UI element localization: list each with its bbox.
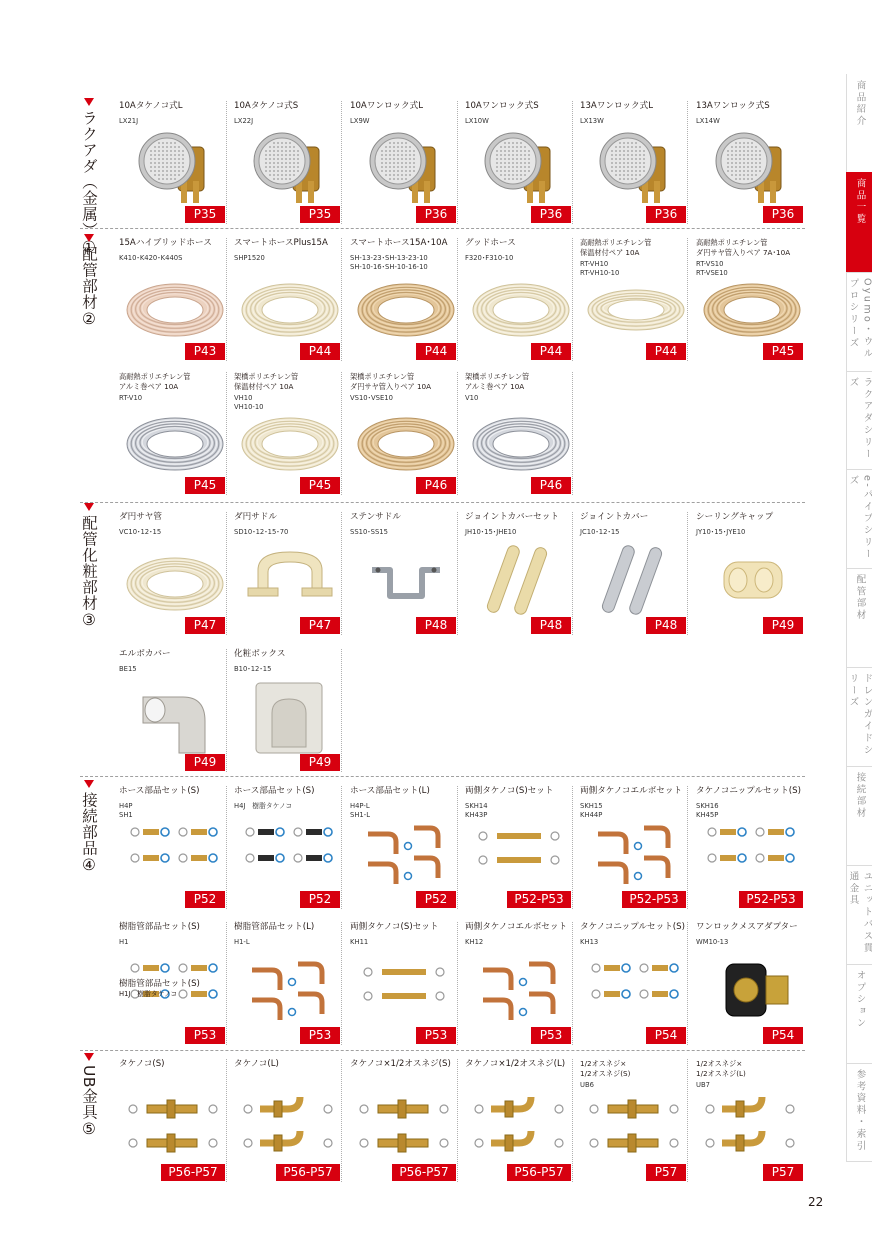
section-marker-icon [84, 98, 94, 106]
section-rakuada-metal [80, 98, 98, 257]
page-reference-badge[interactable]: P43 [185, 343, 225, 360]
product-image [123, 677, 227, 757]
section-piping-materials [80, 234, 98, 329]
section-piping-cosmetic [80, 503, 98, 630]
product-card [696, 512, 804, 635]
product-image [584, 1087, 688, 1167]
product-card [234, 372, 342, 495]
product-image [584, 814, 688, 894]
product-card [580, 101, 688, 224]
product-title: 架橋ポリエチレン管 保温材付ペア 10A [234, 372, 299, 391]
product-title: 13Aワンロック式L [580, 101, 653, 111]
page-reference-badge[interactable]: P36 [531, 206, 571, 223]
product-code: H4P-L SH1-L [350, 802, 370, 819]
product-title: 1/2オスネジ× 1/2オスネジ(L) [696, 1059, 746, 1078]
product-image [700, 1087, 804, 1167]
product-title: ワンロックメスアダプター [696, 922, 798, 932]
product-code: UB6 [580, 1081, 594, 1089]
section-connection-parts [80, 780, 98, 875]
product-card [580, 512, 688, 635]
product-card [119, 512, 227, 635]
sidebar-tab-label: 商品一覧 [854, 178, 866, 226]
product-code: KH12 [465, 938, 484, 946]
product-card [350, 238, 458, 361]
product-title: 13Aワンロック式S [696, 101, 770, 111]
page-reference-badge[interactable]: P54 [646, 1027, 686, 1044]
product-title: 化粧ボックス [234, 649, 286, 659]
sidebar-tab-label: オプション [854, 970, 866, 1030]
product-title-secondary: 樹脂管部品セット(S) [119, 979, 200, 989]
page-reference-badge[interactable]: P54 [763, 1027, 803, 1044]
product-image [700, 266, 804, 346]
product-code: BE15 [119, 665, 137, 673]
page-reference-badge[interactable]: P48 [416, 617, 456, 634]
product-image [238, 540, 342, 620]
page-reference-badge[interactable]: P52-P53 [622, 891, 686, 908]
product-card [465, 922, 573, 1045]
product-code: LX21J [119, 117, 139, 125]
product-image [354, 1087, 458, 1167]
sidebar-tab-label: ラクアダシリーズ [847, 377, 872, 461]
page-reference-badge[interactable]: P52-P53 [739, 891, 803, 908]
page-reference-badge[interactable]: P48 [646, 617, 686, 634]
page-reference-badge[interactable]: P57 [646, 1164, 686, 1181]
product-title: タケノコ×1/2オスネジ(S) [350, 1059, 451, 1069]
page-reference-badge[interactable]: P53 [531, 1027, 571, 1044]
product-code: VS10･VSE10 [350, 394, 393, 402]
product-title: 架橋ポリエチレン管 ダ円サヤ管入りペア 10A [350, 372, 432, 391]
section-divider [80, 228, 805, 229]
product-card [465, 238, 573, 361]
product-image [469, 814, 573, 894]
product-card [234, 238, 342, 361]
product-code: F320･F310-10 [465, 254, 514, 262]
product-card [350, 1059, 458, 1182]
product-image [354, 950, 458, 1030]
sidebar-tab[interactable] [846, 172, 872, 272]
product-card [234, 786, 342, 909]
product-code: KH13 [580, 938, 599, 946]
product-image [700, 814, 804, 894]
product-image [238, 266, 342, 346]
product-code: K410･K420･K440S [119, 254, 183, 262]
product-title: 10Aワンロック式S [465, 101, 539, 111]
product-image [700, 950, 804, 1030]
section-divider [80, 776, 805, 777]
product-image [123, 1087, 227, 1167]
product-code: SKH14 KH43P [465, 802, 488, 819]
product-title: 樹脂管部品セット(L) [234, 922, 315, 932]
product-image [469, 129, 573, 209]
product-card [234, 922, 342, 1045]
product-image [354, 400, 458, 480]
product-title: 高耐熱ポリエチレン管 アルミ巻ペア 10A [119, 372, 191, 391]
product-code: SKH15 KH44P [580, 802, 603, 819]
page-reference-badge[interactable]: P53 [185, 1027, 225, 1044]
product-image [354, 540, 458, 620]
section-divider [80, 1050, 805, 1051]
product-code: LX9W [350, 117, 370, 125]
product-card [696, 238, 804, 361]
product-card [350, 101, 458, 224]
product-title: タケノコ(L) [234, 1059, 279, 1069]
product-card [350, 922, 458, 1045]
product-card [696, 922, 804, 1045]
product-card [465, 1059, 573, 1182]
page-reference-badge[interactable]: P36 [763, 206, 803, 223]
product-image [123, 129, 227, 209]
product-card [465, 372, 573, 495]
product-title: タケノコニップルセット(S) [580, 922, 685, 932]
product-card [350, 372, 458, 495]
product-card [465, 786, 573, 909]
page-reference-badge[interactable]: P56-P57 [161, 1164, 225, 1181]
page-reference-badge[interactable]: P44 [416, 343, 456, 360]
product-image [238, 400, 342, 480]
product-title: グッドホース [465, 238, 516, 248]
product-title: 両側タケノコエルボセット [580, 786, 683, 796]
page-reference-badge[interactable]: P49 [763, 617, 803, 634]
product-title: スマートホースPlus15A [234, 238, 328, 248]
sidebar-tab[interactable] [846, 568, 872, 667]
product-title: 1/2オスネジ× 1/2オスネジ(S) [580, 1059, 631, 1078]
page-reference-badge[interactable]: P52 [416, 891, 456, 908]
product-image [584, 129, 688, 209]
product-image [238, 814, 342, 894]
product-title: 両側タケノコ(S)セット [350, 922, 439, 932]
product-code: VC10･12･15 [119, 528, 162, 536]
product-card [350, 786, 458, 909]
page-reference-badge[interactable]: P56-P57 [276, 1164, 340, 1181]
product-code: LX10W [465, 117, 489, 125]
product-title: 樹脂管部品セット(S) [119, 922, 200, 932]
page-reference-badge[interactable]: P35 [185, 206, 225, 223]
product-card [350, 512, 458, 635]
page-reference-badge[interactable]: P53 [416, 1027, 456, 1044]
product-title: ホース部品セット(S) [234, 786, 315, 796]
product-card [580, 922, 688, 1045]
section-marker-icon [84, 503, 94, 511]
page-reference-badge[interactable]: P52-P53 [507, 891, 571, 908]
page-reference-badge[interactable]: P52 [185, 891, 225, 908]
product-code-secondary: H1J 樹脂タケノコ [119, 990, 178, 998]
page-reference-badge[interactable]: P49 [185, 754, 225, 771]
sidebar-tab[interactable] [846, 667, 872, 766]
product-code: KH11 [350, 938, 369, 946]
product-image [354, 129, 458, 209]
product-title: タケノコニップルセット(S) [696, 786, 801, 796]
product-code: SHP1520 [234, 254, 265, 262]
section-label: 接続部品④ [80, 792, 98, 875]
sidebar-tab[interactable] [846, 766, 872, 865]
product-image [469, 950, 573, 1030]
product-card [696, 786, 804, 909]
product-card [234, 512, 342, 635]
sidebar-tab-label: Oyumo・ウルプロシリーズ [847, 278, 872, 360]
product-code: JY10･15･JYE10 [696, 528, 746, 536]
page-reference-badge[interactable]: P49 [300, 754, 340, 771]
product-card [234, 101, 342, 224]
product-image [238, 950, 342, 1030]
product-card [119, 649, 227, 772]
section-divider [80, 502, 805, 503]
product-title: 両側タケノコエルボセット [465, 922, 568, 932]
product-title: ダ円サドル [234, 512, 277, 522]
product-code: V10 [465, 394, 479, 402]
page-reference-badge[interactable]: P45 [763, 343, 803, 360]
product-image [238, 129, 342, 209]
product-card [119, 101, 227, 224]
product-card [580, 786, 688, 909]
product-code: SD10･12･15･70 [234, 528, 289, 536]
product-code: SKH16 KH45P [696, 802, 719, 819]
product-image [354, 266, 458, 346]
product-image [584, 540, 688, 620]
product-image [469, 266, 573, 346]
product-code: UB7 [696, 1081, 710, 1089]
sidebar-tab-label: 商品紹介 [854, 80, 866, 128]
page-reference-badge[interactable]: P53 [300, 1027, 340, 1044]
product-title: 15Aハイブリッドホース [119, 238, 212, 248]
product-image [469, 400, 573, 480]
product-card [119, 1059, 227, 1182]
product-code: SH-13-23･SH-13-23-10 SH-10-16･SH-10-16-10 [350, 254, 428, 271]
product-title: ジョイントカバー [580, 512, 649, 522]
product-title: スマートホース15A･10A [350, 238, 448, 248]
sidebar-tab-label: 接続部材 [854, 772, 866, 820]
page-reference-badge[interactable]: P35 [300, 206, 340, 223]
product-card [119, 372, 227, 495]
product-code: H4P SH1 [119, 802, 133, 819]
page-reference-badge[interactable]: P47 [185, 617, 225, 634]
page-number: 22 [808, 1195, 824, 1209]
product-code: B10･12･15 [234, 665, 272, 673]
sidebar-tab-label: e-パイプシリーズ [847, 475, 872, 561]
product-code: WM10-13 [696, 938, 729, 946]
product-code: RT-VH10 RT-VH10-10 [580, 260, 620, 277]
product-card [465, 512, 573, 635]
product-image [354, 814, 458, 894]
product-code: LX13W [580, 117, 604, 125]
product-code: LX22J [234, 117, 254, 125]
page-reference-badge[interactable]: P46 [416, 477, 456, 494]
product-image [123, 540, 227, 620]
page-reference-badge[interactable]: P57 [763, 1164, 803, 1181]
section-label: UB金具⑤ [80, 1065, 98, 1139]
product-title: 10Aタケノコ式S [234, 101, 299, 111]
sidebar-tab-label: ユニットバス貫通金具 [847, 871, 872, 955]
product-image [238, 1087, 342, 1167]
product-image [123, 266, 227, 346]
product-title: ステンサドル [350, 512, 401, 522]
page-reference-badge[interactable]: P45 [185, 477, 225, 494]
product-title: 両側タケノコ(S)セット [465, 786, 554, 796]
product-card [696, 101, 804, 224]
product-code: SS10･SS15 [350, 528, 388, 536]
section-marker-icon [84, 234, 94, 242]
product-image [700, 129, 804, 209]
sidebar-tab[interactable] [846, 964, 872, 1063]
product-card [234, 1059, 342, 1182]
product-image [584, 950, 688, 1030]
sidebar-tab-label: 参考資料・索引 [854, 1069, 866, 1153]
product-image [123, 400, 227, 480]
sidebar-tab[interactable] [846, 371, 872, 469]
product-title: タケノコ×1/2オスネジ(L) [465, 1059, 566, 1069]
section-marker-icon [84, 1053, 94, 1061]
sidebar-tab[interactable] [846, 272, 872, 371]
product-title: ダ円サヤ管 [119, 512, 162, 522]
product-card [234, 649, 342, 772]
product-title: 高耐熱ポリエチレン管 ダ円サヤ管入りペア 7A･10A [696, 238, 791, 257]
section-label: ラクアダ（金属）① [80, 110, 98, 257]
product-code: H1-L [234, 938, 250, 946]
product-card [119, 786, 227, 909]
product-image [584, 266, 688, 346]
page-reference-badge[interactable]: P45 [300, 477, 340, 494]
product-card [119, 238, 227, 361]
page-reference-badge[interactable]: P47 [300, 617, 340, 634]
product-image [469, 1087, 573, 1167]
product-image [700, 540, 804, 620]
product-code: RT-VS10 RT-VSE10 [696, 260, 728, 277]
section-ub-fittings [80, 1053, 98, 1138]
product-title: 10Aワンロック式L [350, 101, 423, 111]
page-reference-badge[interactable]: P36 [646, 206, 686, 223]
product-code: H4J 樹脂タケノコ [234, 802, 293, 810]
page-reference-badge[interactable]: P44 [300, 343, 340, 360]
product-title: エルボカバー [119, 649, 171, 659]
product-title: タケノコ(S) [119, 1059, 165, 1069]
product-code: RT-V10 [119, 394, 143, 402]
product-title: シーリングキャップ [696, 512, 774, 522]
page-reference-badge[interactable]: P52 [300, 891, 340, 908]
page-reference-badge[interactable]: P44 [646, 343, 686, 360]
section-marker-icon [84, 780, 94, 788]
sidebar-tab[interactable] [846, 865, 872, 964]
page-reference-badge[interactable]: P36 [416, 206, 456, 223]
product-title: ジョイントカバーセット [465, 512, 559, 522]
product-card [580, 1059, 688, 1182]
product-title: ホース部品セット(S) [119, 786, 200, 796]
page-reference-badge[interactable]: P56-P57 [507, 1164, 571, 1181]
product-title: 10Aタケノコ式L [119, 101, 183, 111]
sidebar-tab[interactable] [846, 74, 872, 172]
sidebar-tab-label: 配管部材 [854, 574, 866, 622]
product-image [238, 677, 342, 757]
product-code: VH10 VH10-10 [234, 394, 264, 411]
page-reference-badge[interactable]: P56-P57 [392, 1164, 456, 1181]
product-code: LX14W [696, 117, 720, 125]
page-reference-badge[interactable]: P44 [531, 343, 571, 360]
section-label: 配管部材② [80, 246, 98, 329]
page-reference-badge[interactable]: P48 [531, 617, 571, 634]
page-reference-badge[interactable]: P46 [531, 477, 571, 494]
product-image [123, 814, 227, 894]
product-title: 架橋ポリエチレン管 アルミ巻ペア 10A [465, 372, 530, 391]
sidebar-tab-label: ドレンガイドシリーズ [847, 673, 872, 757]
section-label: 配管化粧部材③ [80, 515, 98, 630]
sidebar-tab[interactable] [846, 469, 872, 568]
product-code: H1 [119, 938, 129, 946]
product-title: ホース部品セット(L) [350, 786, 430, 796]
product-image [469, 540, 573, 620]
product-card [696, 1059, 804, 1182]
sidebar-tab[interactable] [846, 1063, 872, 1161]
product-code: JH10･15･JHE10 [465, 528, 517, 536]
sidebar-separator [846, 1161, 872, 1162]
product-code: JC10･12･15 [580, 528, 620, 536]
product-card [580, 238, 688, 361]
product-title: 高耐熱ポリエチレン管 保温材付ペア 10A [580, 238, 652, 257]
product-card [465, 101, 573, 224]
